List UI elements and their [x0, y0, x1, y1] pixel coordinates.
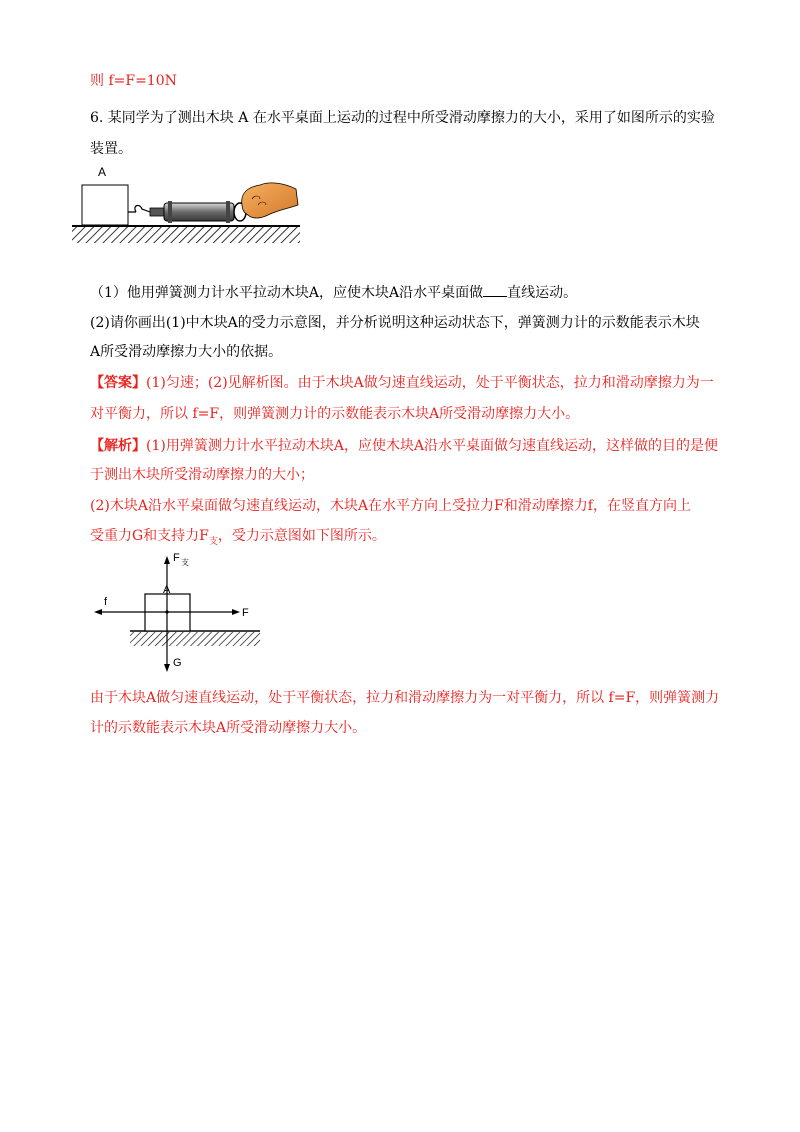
analysis-line4-end: ，受力示意图如下图所示。 — [217, 528, 386, 544]
analysis-line2: 于测出木块所受滑动摩擦力的大小； — [90, 467, 314, 483]
pull-force-label: F — [242, 607, 249, 619]
part1-end: 直线运动。 — [507, 285, 578, 301]
question-line1: 6. 某同学为了测出木块 A 在水平桌面上运动的过程中所受滑动摩擦力的大小，采用了如图所示的实验 — [90, 110, 715, 126]
answer-blank — [483, 282, 507, 297]
hook — [128, 205, 150, 212]
hand-icon — [242, 183, 298, 218]
spring-end — [150, 208, 164, 216]
analysis-line4-text: 受重力G和支持力F — [90, 528, 209, 544]
analysis-line3: (2)木块A沿水平桌面做匀速直线运动，木块A在水平方向上受拉力F和滑动摩擦力f，在竖直方向上 — [90, 498, 691, 514]
analysis-text: (1)用弹簧测力计水平拉动木块A，应使木块A沿水平桌面做匀速直线运动，这样做的目的是便 — [146, 438, 719, 454]
conclusion-line1: 由于木块A做匀速直线运动，处于平衡状态，拉力和滑动摩擦力为一对平衡力，所以 f=F，则弹簧测力 — [90, 690, 720, 706]
part1-text: （1）他用弹簧测力计水平拉动木块A，应使木块A沿水平桌面做 — [90, 285, 484, 301]
spring-scale-barrel — [164, 203, 234, 221]
analysis-tag: 【解析】 — [90, 438, 146, 454]
friction-label: f — [104, 596, 108, 608]
question-part2-line2: A所受滑动摩擦力大小的依据。 — [90, 344, 283, 360]
block-label: A — [163, 584, 171, 596]
experiment-figure — [70, 165, 305, 245]
analysis-line4-sub: 支 — [208, 536, 218, 547]
analysis-line1 — [90, 436, 718, 456]
support-force-sub: 支 — [181, 558, 189, 567]
block-a-label: A — [98, 165, 107, 179]
conclusion-line2: 计的示数能表示木块A所受滑动摩擦力大小。 — [90, 720, 367, 736]
top-answer: 则 f=F=10N — [90, 73, 177, 89]
force-diagram — [90, 548, 270, 673]
answer-line1 — [90, 373, 714, 393]
question-part2-line1: (2)请你画出(1)中木块A的受力示意图，并分析说明这种运动状态下，弹簧测力计的示数能表示木块 — [90, 315, 700, 331]
support-force-label: F — [173, 552, 180, 564]
question-line2: 装置。 — [90, 141, 132, 157]
answer-tag: 【答案】 — [90, 375, 146, 391]
ground-hatch — [72, 227, 300, 243]
gravity-label: G — [173, 657, 182, 669]
answer-line2: 对平衡力，所以 f=F，则弹簧测力计的示数能表示木块A所受滑动摩擦力大小。 — [90, 406, 580, 422]
wood-block — [82, 185, 128, 225]
answer-text: (1)匀速；(2)见解析图。由于木块A做匀速直线运动，处于平衡状态，拉力和滑动摩擦力为一 — [146, 375, 714, 391]
ground-hatch — [130, 632, 260, 646]
question-part1 — [90, 282, 577, 303]
